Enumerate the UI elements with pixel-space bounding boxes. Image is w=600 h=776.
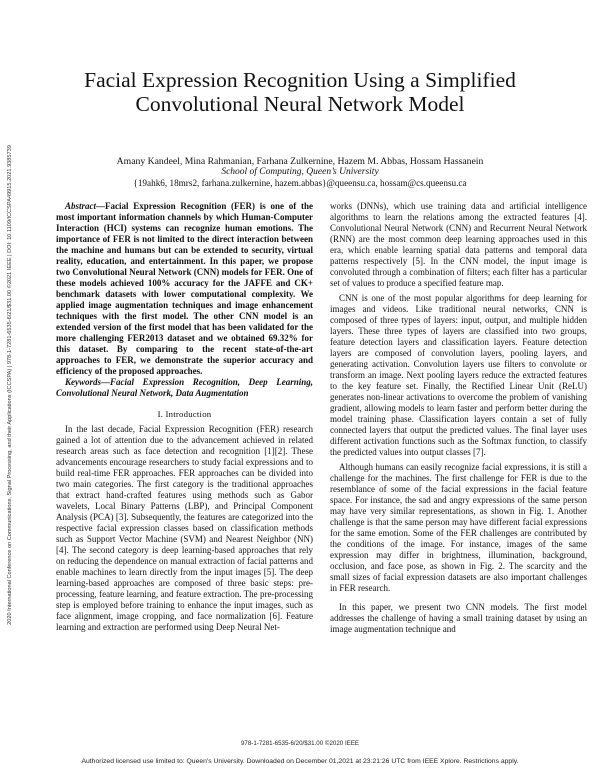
- title-line-2: Convolutional Neural Network Model: [135, 92, 465, 116]
- paper-title: [30, 68, 570, 116]
- section-heading-introduction: I. Introduction: [157, 409, 212, 419]
- side-identifier: [4, 70, 16, 700]
- right-paragraph-2: CNN is one of the most popular algorithms for deep learning for images and videos. Like traditional neural networks, CNN is composed of three types of layers: input, output, and multiple hidden layers. These three types of layers are classified into two groups, feature detection layers and classification layers. Feature detection layers are composed of convolution layers, pooling layers, and generating activation. Convolution layers use filters to convolute or transform an image. Next pooling layers reduce the extracted features to the key feature set. Finally, the Rectified Linear Unit (ReLU) generates non-linear activations to overcome the problem of vanishing gradient, allowing models to learn faster and perform better during the model training phase. Classification layers contain a set of fully connected layers that output the predicted values. The final layer uses different activation functions such as the Softmax function, to classify the predicted values into output classes [7].: [330, 293, 587, 457]
- abstract-label: Abstract: [65, 201, 97, 211]
- footer-license: Authorized licensed use limited to: Queen's University. Downloaded on December 01,2021 at 23:21:26 UTC from IEEE Xplore. Restrictions apply.: [81, 758, 519, 765]
- right-paragraph-4: In this paper, we present two CNN models. The first model addresses the challenge of having a small training dataset by using an image augmentation technique and: [330, 602, 587, 634]
- right-paragraph-3: Although humans can easily recognize facial expressions, it is still a challenge for the machines. The first challenge for FER is due to the resemblance of some of the facial expressions in the facial feature space. For instance, the sad and angry expressions of the same person may have very similar representations, as shown in Fig. 1. Another challenge is that the same person may have different facial expressions for the same emotion. Some of the FER challenges are contributed by the conditions of the image. For instance, images of the same expression may differ in brightness, illumination, background, occlusion, and face pose, as shown in Fig. 2. The scarcity and the small sizes of facial expression datasets are also important challenges in FER research.: [330, 462, 587, 593]
- author-emails: {19ahk6, 18mrs2, farhana.zulkernine, hazem.abbas}@queensu.ca, hossam@cs.queensu.ca: [133, 178, 467, 188]
- footer-isbn: 978-1-7281-6535-6/20/$31.00 ©2020 IEEE: [240, 740, 360, 747]
- abstract: [56, 201, 313, 377]
- title-line-1: Facial Expression Recognition Using a Simplified: [84, 68, 516, 92]
- keywords: Keywords—Facial Expression Recognition, Deep Learning, Convolutional Neural Network, Data Augmentation: [56, 377, 313, 398]
- abstract-text: —Facial Expression Recognition (FER) is one of the most important information channels by which Human-Computer Interaction (HCI) systems can recognize human emotions. The importance of FER is not limited to the direct interaction between the machine and humans but can be extended to security, virtual reality, education, and entertainment. In this paper, we propose two Convolutional Neural Network (CNN) models for FER. One of these models achieved 100% accuracy for the JAFFE and CK+ benchmark datasets with lower computational complexity. We applied image augmentation techniques and image enhancement techniques with the first model. The other CNN model is an extended version of the first model that has been validated for the more challenging FER2013 dataset and we obtained 69.32% for this dataset. By comparing to the recent state-of-the-art approaches to FER, we demonstrate the superior accuracy and efficiency of the proposed approaches.: [56, 201, 313, 376]
- right-column: [330, 201, 587, 635]
- affiliation: School of Computing, Queen’s University: [221, 167, 379, 177]
- right-paragraph-1: works (DNNs), which use training data and artificial intelligence algorithms to learn the relations among the extracted features [4]. Convolutional Neural Network (CNN) and Recurrent Neural Network (RNN) are the most common deep learning approaches used in this era, which enable learning spatial data patterns and temporal data patterns respectively [5]. In the CNN model, the input image is convoluted through a combination of filters; each filter has a particular set of values to produce a specified feature map.: [330, 201, 587, 288]
- intro-paragraph-1: In the last decade, Facial Expression Recognition (FER) research gained a lot of attention due to the advancement achieved in related research areas such as face detection and recognition [1][2]. These advancements encourage researchers to study facial expressions and to build real-time FER approaches. FER approaches can be divided into two main categories. The first category is the traditional approaches that extract hand-crafted features using methods such as Gabor wavelets, Local Binary Patterns (LBP), and Principal Component Analysis (PCA) [3]. Subsequently, the features are categorized into the respective facial expression classes based on classification methods such as Support Vector Machine (SVM) and Nearest Neighbor (NN) [4]. The second category is deep learning-based approaches that rely on reducing the dependence on manual extraction of facial patterns and enable machines to learn directly from the input images [5]. The deep learning-based approaches are composed of three basic steps: pre-processing, feature learning, and feature extraction. The pre-processing step is employed before training to enhance the input images, such as face alignment, image cropping, and face normalization [6]. Feature learning and extraction are performed using Deep Neural Net-: [56, 424, 313, 632]
- left-column: [56, 201, 313, 633]
- side-identifier-text: 2020 International Conference on Communications, Signal Processing, and their Applications (ICCSPA) | 978-1-7281-6535-6/21/$31.00 ©2021 IEEE | DOI: 10.1109/ICCSPA49915.2021.9385739: [7, 145, 13, 625]
- author-list: Amany Kandeel, Mina Rahmanian, Farhana Zulkernine, Hazem M. Abbas, Hossam Hassanein: [116, 156, 484, 167]
